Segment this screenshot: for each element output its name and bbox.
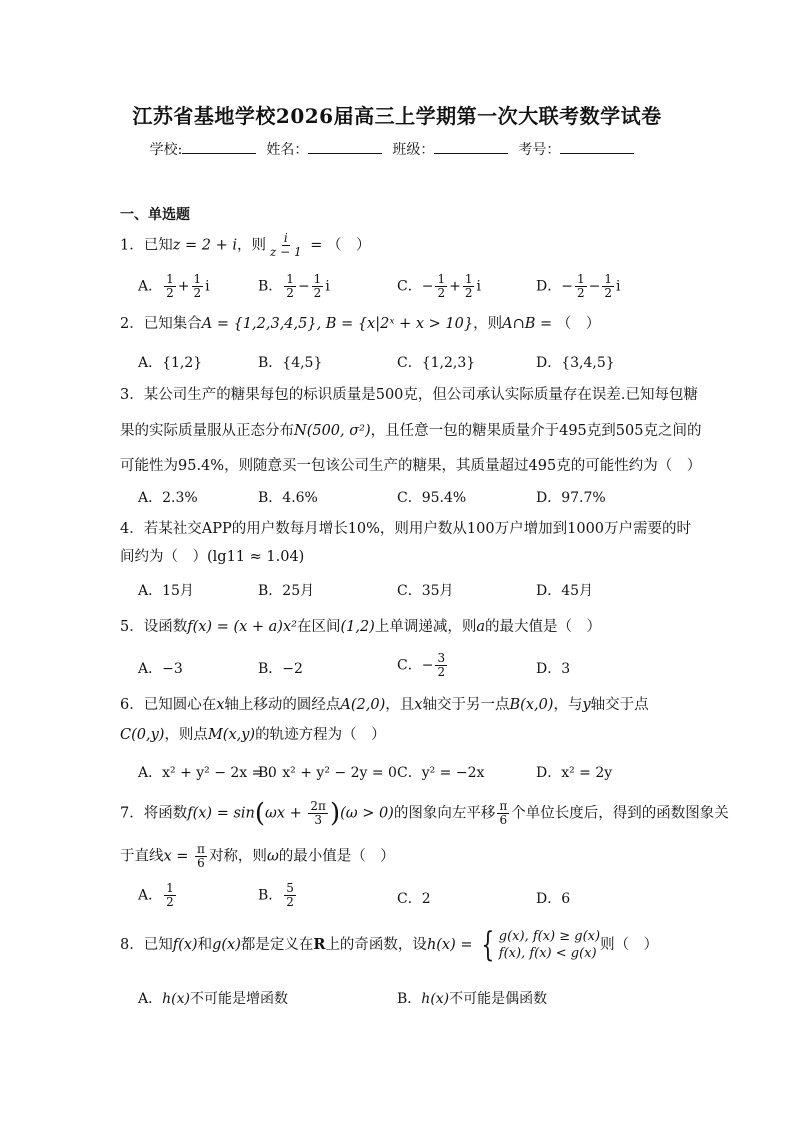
question-4-line-2: 间约为（ ）(lg11 ≈ 1.04) [120,549,305,565]
q1-option-b[interactable]: B． $\frac{1}{2}$ − $\frac{1}{2}$ i [258,272,330,300]
student-info-line [0,139,794,159]
question-3-line-2: 果的实际质量服从正态分布N(500, σ²)，且任意一包的糖果质量介于495克到505克之间的 [120,423,702,439]
q3-option-d[interactable]: D．97.7% [536,490,606,506]
q3-option-a[interactable]: A．2.3% [138,490,198,506]
section-heading: 一、单选题 [120,207,190,223]
q4-option-c[interactable]: C．35月 [397,583,454,599]
piecewise-definition: { g(x), f(x) ≥ g(x) f(x), f(x) < g(x) [481,925,601,965]
name-label: 姓名： [266,142,309,158]
number-label: 考号： [518,142,561,158]
q2-option-d[interactable]: D．{3,4,5} [536,355,615,371]
q4-option-d[interactable]: D．45月 [536,583,594,599]
q4-option-a[interactable]: A．15月 [138,583,194,599]
school-label: 学校: [149,142,183,158]
exam-title: 江苏省基地学校2026届高三上学期第一次大联考数学试卷 [132,104,662,128]
q4-option-b[interactable]: B．25月 [258,583,315,599]
q3-option-b[interactable]: B．4.6% [258,490,318,506]
q3-option-c[interactable]: C．95.4% [397,490,467,506]
q6-option-b[interactable]: B．x² + y² − 2y = 0 [258,765,397,781]
question-5-stem: 5．设函数f(x) = (x + a)x²在区间(1,2)上单调递减，则a的最大值是（ ） [120,619,601,635]
question-1-stem: 1．已知z = 2 + i，则 $\frac{i}{z - 1}$ = （ ） [120,231,371,259]
question-2-stem: 2．已知集合A = {1,2,3,4,5}, B = {x|2ˣ + x > 10}，则A∩B = （ ） [120,316,601,332]
question-6-line-2: C(0,y)，则点M(x,y)的轨迹方程为（ ） [120,727,386,743]
q8-option-a[interactable]: A．h(x)不可能是增函数 [138,991,288,1007]
q1-option-a[interactable]: A． $\frac{1}{2}$ + $\frac{1}{2}$ i [138,272,210,300]
q5-option-d[interactable]: D．3 [536,661,571,677]
question-7-line-1: 7．将函数f(x) = sin(ωx + $\frac{2\pi}{3}$ )(ω > 0)的图象向左平移 $\frac{\pi}{6}$ 个单位长度后，得到的函数图象关 [120,798,729,829]
question-4-line-1: 4．若某社交APP的用户数每月增长10%，则用户数从100万户增加到1000万户需要的时 [120,521,692,537]
class-label: 班级： [392,142,435,158]
q2-option-c[interactable]: C．{1,2,3} [397,355,476,371]
question-3-line-3: 可能性为95.4%，则随意买一包该公司生产的糖果，其质量超过495克的可能性约为（ ） [120,458,702,474]
name-blank [308,141,382,154]
question-6-line-1: 6．已知圆心在x轴上移动的圆经点A(2,0)，且x轴交于另一点B(x,0)，与y轴交于点 [120,697,649,713]
question-3-line-1: 3．某公司生产的糖果每包的标识质量是500克，但公司承认实际质量存在误差.已知每包糖 [120,387,699,403]
q7-option-a[interactable]: A． $\frac{1}{2}$ [138,881,174,909]
class-blank [434,141,508,154]
q7-option-c[interactable]: C．2 [397,891,431,907]
q5-option-c[interactable]: C．− $\frac{3}{2}$ [397,651,446,679]
q5-option-a[interactable]: A．−3 [138,661,183,677]
q8-option-b[interactable]: B．h(x)不可能是偶函数 [397,991,548,1007]
q5-option-b[interactable]: B．−2 [258,661,303,677]
number-blank [560,141,634,154]
q2-option-a[interactable]: A．{1,2} [138,355,203,371]
school-blank [182,141,256,154]
q6-option-c[interactable]: C．y² = −2x [397,765,485,781]
q1-option-d[interactable]: D．− $\frac{1}{2}$ − $\frac{1}{2}$ i [536,272,621,300]
question-7-line-2: 于直线x = $\frac{\pi}{6}$ 对称，则ω的最小值是（ ） [120,842,395,870]
q7-option-d[interactable]: D．6 [536,891,571,907]
q6-option-a[interactable]: A．x² + y² − 2x = 0 [138,765,277,781]
fraction: $\frac{i}{z - 1}$ [269,231,302,259]
q6-option-d[interactable]: D．x² = 2y [536,765,613,781]
q1-option-c[interactable]: C．− $\frac{1}{2}$ + $\frac{1}{2}$ i [397,272,481,300]
q7-option-b[interactable]: B． $\frac{5}{2}$ [258,881,294,909]
q2-option-b[interactable]: B．{4,5} [258,355,323,371]
question-8-stem: 8．已知f(x)和g(x)都是定义在R上的奇函数，设h(x) = { g(x), f(x) ≥ g(x) f(x), f(x) < g(x) 则（ ） [120,925,659,965]
